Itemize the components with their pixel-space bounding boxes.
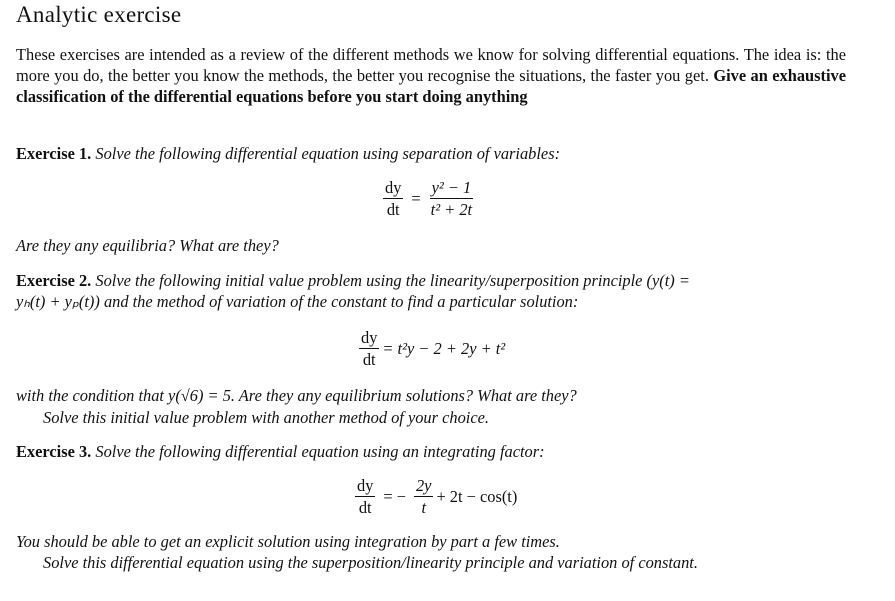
exercise-2-followup-2: Solve this initial value problem with another method of your choice. — [43, 408, 489, 427]
exercise-2-equation: $\frac{dy}{dt}$ = t²y − 2 + 2y + t² — [361, 328, 506, 369]
exercise-3-heading: Exercise 3. Solve the following differential equation using an integrating factor: — [16, 442, 545, 461]
exercise-2-heading-line2: yₕ(t) + yₚ(t)) and the method of variation of the constant to find a particular solution: — [16, 292, 579, 311]
exercise-1-heading: Exercise 1. Solve the following differential equation using separation of variables: — [16, 144, 561, 163]
exercise-3-equation: $\frac{dy}{dt}$ = − $\frac{2y}{t}$ + 2t − cos(t) — [357, 476, 518, 517]
exercise-2-followup: with the condition that y(√6) = 5. Are they any equilibrium solutions? What are they? — [16, 386, 577, 405]
exercise-1-equation: $\frac{dy}{dt}$ = $\frac{\text{y² − 1}}{\text{t² + 2t}}$ — [385, 178, 473, 219]
exercise-2-heading: Exercise 2. Solve the following initial value problem using the linearity/superposition principle (y(t) = — [16, 271, 690, 290]
intro-bold-instruction: Give an exhaustive classification of the differential equations before you start doing anything — [16, 66, 847, 106]
page-title: Analytic exercise — [16, 2, 182, 27]
intro-paragraph — [16, 44, 846, 107]
intro-text: These exercises are intended as a review of the different methods we know for solving differential equations. The idea is: the more you do, the better you know the methods, the better you recognise the situations, the faster you get. — [16, 45, 846, 85]
exercise-3-followup: You should be able to get an explicit solution using integration by part a few times. — [16, 532, 560, 551]
exercise-3-followup-2: Solve this differential equation using the superposition/linearity principle and variation of constant. — [43, 553, 698, 572]
exercise-1-followup: Are they any equilibria? What are they? — [16, 236, 279, 255]
